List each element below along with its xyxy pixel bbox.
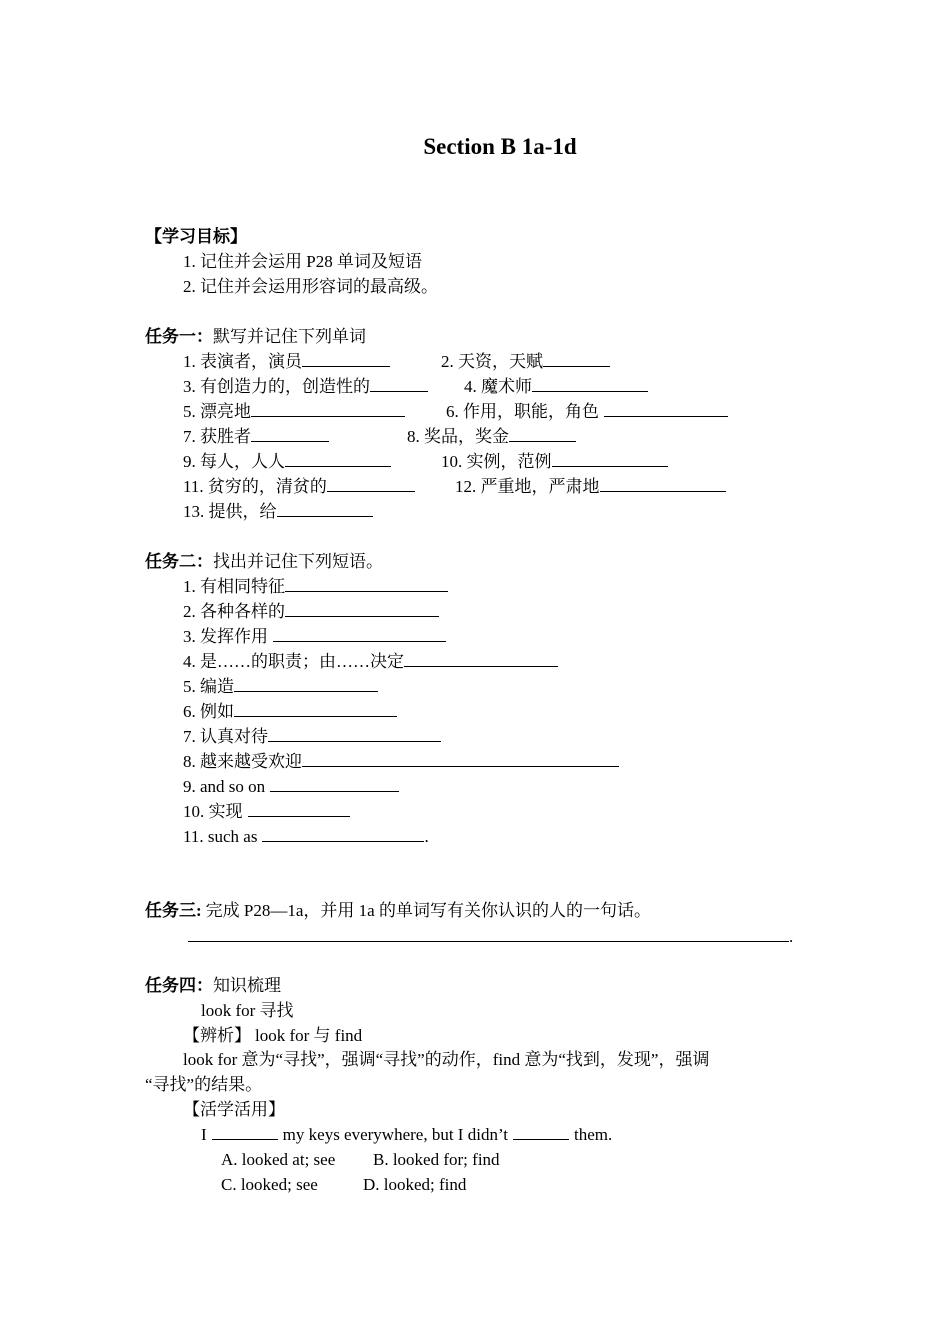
- practice-label: 【活学活用】: [183, 1100, 285, 1119]
- answer-blank[interactable]: [604, 401, 728, 417]
- phrase-focus: look for 寻找: [201, 1001, 294, 1020]
- phrase-label: 10. 实现: [183, 802, 243, 821]
- word-item: [183, 474, 415, 499]
- answer-blank[interactable]: [248, 801, 350, 817]
- phrase-item: [183, 724, 441, 749]
- word-label: 11. 贫穷的，清贫的: [183, 477, 327, 496]
- phrase-label: 4. 是……的职责；由……决定: [183, 652, 404, 671]
- objective-item: 1. 记住并会运用 P28 单词及短语: [183, 252, 422, 271]
- option-b[interactable]: B. looked for; find: [373, 1150, 500, 1169]
- answer-blank[interactable]: [543, 351, 610, 367]
- word-item: [441, 349, 610, 374]
- objectives-heading: 【学习目标】: [145, 227, 247, 246]
- word-label: 13. 提供，给: [183, 502, 277, 521]
- answer-blank[interactable]: [273, 626, 446, 642]
- phrase-item: [183, 749, 619, 774]
- task4-heading-line: [145, 973, 281, 998]
- word-label: 1. 表演者，演员: [183, 352, 302, 371]
- word-item: [455, 474, 726, 499]
- word-item: [441, 449, 668, 474]
- task1-heading: 任务一：: [145, 327, 213, 346]
- task3-answer-line: .: [188, 924, 793, 949]
- word-label: 12. 严重地，严肃地: [455, 477, 600, 496]
- answer-blank[interactable]: [513, 1124, 569, 1140]
- phrase-label: 2. 各种各样的: [183, 602, 285, 621]
- phrase-item: 11. such as .: [183, 827, 429, 846]
- word-label: 2. 天资，天赋: [441, 352, 543, 371]
- answer-blank[interactable]: [600, 476, 726, 492]
- task1-heading-line: [145, 324, 366, 349]
- answer-blank[interactable]: [532, 376, 648, 392]
- answer-blank[interactable]: [212, 1124, 278, 1140]
- word-label: 7. 获胜者: [183, 427, 251, 446]
- phrase-label: 9. and so on: [183, 777, 266, 796]
- word-item: [183, 374, 428, 399]
- task2-text: 找出并记住下列短语。: [213, 552, 383, 571]
- word-label: 3. 有创造力的，创造性的: [183, 377, 370, 396]
- objective-item: 2. 记住并会运用形容词的最高级。: [183, 277, 438, 296]
- word-item: [183, 424, 329, 449]
- answer-blank[interactable]: [234, 701, 397, 717]
- phrase-item: [183, 699, 397, 724]
- phrase-item: [183, 574, 448, 599]
- explanation-line-1: look for 意为“寻找”，强调“寻找”的动作，find 意为“找到，发现”，强调: [183, 1050, 710, 1069]
- phrase-label: 1. 有相同特征: [183, 577, 285, 596]
- phrase-item: [183, 799, 350, 824]
- explanation-line-2: “寻找”的结果。: [145, 1075, 263, 1094]
- answer-blank[interactable]: [262, 826, 424, 842]
- phrase-label: 8. 越来越受欢迎: [183, 752, 302, 771]
- question-part: I: [201, 1125, 207, 1144]
- word-item: [446, 399, 728, 424]
- practice-question: [201, 1122, 612, 1147]
- word-label: 9. 每人，人人: [183, 452, 285, 471]
- phrase-item: [183, 774, 399, 799]
- word-item: [407, 424, 576, 449]
- phrase-item: [183, 599, 439, 624]
- answer-blank[interactable]: [552, 451, 668, 467]
- word-label: 10. 实例，范例: [441, 452, 552, 471]
- answer-blank[interactable]: [251, 426, 329, 442]
- answer-blank[interactable]: [302, 751, 619, 767]
- word-label: 5. 漂亮地: [183, 402, 251, 421]
- phrase-item: [183, 674, 378, 699]
- question-part: them.: [574, 1125, 613, 1144]
- analysis-label: 【辨析】: [183, 1026, 251, 1045]
- word-item: [183, 349, 390, 374]
- answer-blank[interactable]: [277, 501, 373, 517]
- phrase-item: [183, 624, 446, 649]
- answer-blank[interactable]: [268, 726, 441, 742]
- phrase-label: 11. such as: [183, 827, 258, 846]
- phrase-label: 3. 发挥作用: [183, 627, 268, 646]
- analysis-line: [183, 1023, 362, 1048]
- word-item: [183, 399, 405, 424]
- task3-text: 完成 P28—1a，并用 1a 的单词写有关你认识的人的一句话。: [205, 901, 651, 920]
- task3-heading-line: [145, 898, 651, 923]
- page-title: Section B 1a-1d: [423, 134, 577, 159]
- phrase-item: [183, 649, 558, 674]
- option-d[interactable]: D. looked; find: [363, 1175, 467, 1194]
- answer-blank[interactable]: [251, 401, 405, 417]
- word-item: [464, 374, 648, 399]
- phrase-label: 7. 认真对待: [183, 727, 268, 746]
- option-c[interactable]: C. looked; see: [221, 1175, 318, 1194]
- word-label: 8. 奖品，奖金: [407, 427, 509, 446]
- answer-blank[interactable]: [285, 451, 391, 467]
- answer-blank[interactable]: [302, 351, 390, 367]
- option-a[interactable]: A. looked at; see: [221, 1150, 336, 1169]
- phrase-label: 6. 例如: [183, 702, 234, 721]
- task1-text: 默写并记住下列单词: [213, 327, 366, 346]
- answer-blank[interactable]: [234, 676, 378, 692]
- word-label: 6. 作用，职能，角色: [446, 402, 599, 421]
- answer-blank[interactable]: [509, 426, 576, 442]
- task4-text: 知识梳理: [213, 976, 281, 995]
- task2-heading-line: [145, 549, 383, 574]
- answer-blank[interactable]: [327, 476, 415, 492]
- word-label: 4. 魔术师: [464, 377, 532, 396]
- question-part: my keys everywhere, but I didn’t: [282, 1125, 509, 1144]
- word-item: [183, 449, 391, 474]
- answer-blank[interactable]: [270, 776, 399, 792]
- answer-blank[interactable]: [285, 576, 448, 592]
- answer-blank[interactable]: [404, 651, 558, 667]
- answer-blank[interactable]: [188, 926, 789, 942]
- task2-heading: 任务二：: [145, 552, 213, 571]
- task4-heading: 任务四：: [145, 976, 213, 995]
- answer-blank[interactable]: [370, 376, 428, 392]
- word-item: [183, 499, 373, 524]
- phrase-label: 5. 编造: [183, 677, 234, 696]
- analysis-title: look for 与 find: [255, 1026, 363, 1045]
- answer-blank[interactable]: [285, 601, 439, 617]
- task3-heading: 任务三:: [145, 901, 202, 920]
